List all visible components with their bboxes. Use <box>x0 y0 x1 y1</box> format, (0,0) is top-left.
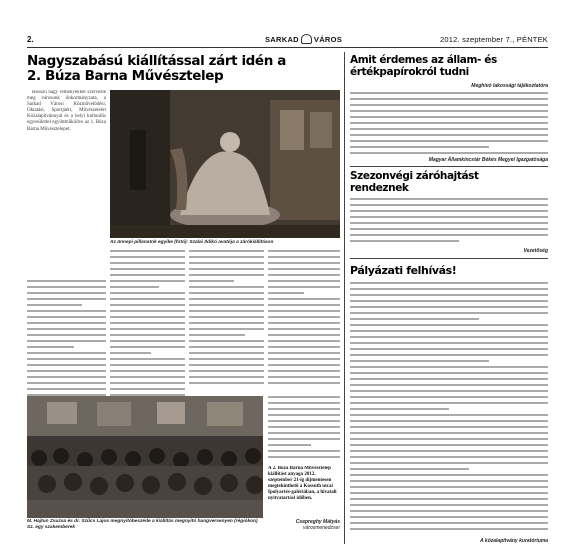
main-article-lead <box>27 90 106 275</box>
bonds-article-body <box>350 92 548 156</box>
town-crest-icon <box>301 34 312 44</box>
photo1-caption: Az ünnepi pillanatok egyike (fotó): Szalai Ildikó avatója a zárókiállításon <box>110 240 274 245</box>
bonds-title-line2: értékpapírokról tudni <box>350 66 469 78</box>
signature-role: városmenedzser <box>303 525 340 531</box>
season-title-line2: rendeznek <box>350 182 409 194</box>
main-article-body-col5 <box>268 396 340 466</box>
main-article-body-col4 <box>268 250 340 390</box>
logo-left-text: SARKAD <box>265 34 299 44</box>
lead-paragraph: Hosszú nagy reményekkel szervezte meg városunk önkormányzata, a Sarkad Városi Közművelődési, Oktatási, Sportjáért, Művészetéért Közalapítvánnyal és a helyi kulturális egyesülettel együttműködve az 1. Búza Barna Művésztelepet. <box>27 90 106 132</box>
main-article-body-col3 <box>189 250 264 390</box>
bonds-title-line1: Amit érdemes az állam- és <box>350 54 497 66</box>
main-article-title <box>27 54 286 84</box>
bonds-article-title <box>350 54 497 78</box>
season-article-signature: Vezetőség <box>523 248 548 254</box>
page-number: 2. <box>27 35 34 44</box>
signature-name: Csepreghy Mátyás <box>295 519 340 525</box>
column-divider <box>344 52 345 544</box>
concert-photo <box>27 396 263 518</box>
main-title-line1: Nagyszabású kiállítással zárt idén a <box>27 53 286 69</box>
statue-photo-image <box>110 90 340 238</box>
season-title-line1: Szezonvégi záróhajtást <box>350 170 479 182</box>
bonds-article-signature: Magyar Államkincstár Békés Megyei Igazgatósága <box>428 157 548 163</box>
issue-date: 2012. szeptember 7., PÉNTEK <box>440 35 548 44</box>
exhibition-info-text: A 2. Búza Barna Művésztelep kiállítást anyaga 2012. szeptember 21-ig díjmentesen megtekinthető a Kossuth utcai Ipolyartés-galériában, a hivatali nyitvatartási időben. <box>268 466 337 502</box>
main-title-line2: 2. Búza Barna Művésztelep <box>27 68 224 84</box>
section-divider <box>350 258 548 259</box>
main-article-signature <box>268 519 340 531</box>
section-divider <box>350 166 548 167</box>
audience-photo-image <box>27 396 263 518</box>
logo-right-text: VÁROS <box>313 34 343 44</box>
exhibition-info-box <box>268 466 340 516</box>
photo2-caption: M. Hajtun Zsuzsa és dr. Szűcs Lajos megnyitóbeszéde a kiállítás megnyitó hangversenyen (régiókon) Sz. egy szakemberek <box>27 519 258 530</box>
season-article-body <box>350 198 548 248</box>
bonds-article-subheading: Meghívó lakossági tájékoztatóra <box>471 83 548 89</box>
exhibition-photo <box>110 90 340 238</box>
masthead-logo <box>265 34 342 44</box>
call-article-signature: A közalapítvány kuratóriuma <box>480 538 548 544</box>
call-article-title: Pályázati felhívás! <box>350 264 457 277</box>
call-article-body <box>350 282 548 536</box>
page-header <box>27 34 548 48</box>
season-article-title <box>350 170 479 194</box>
